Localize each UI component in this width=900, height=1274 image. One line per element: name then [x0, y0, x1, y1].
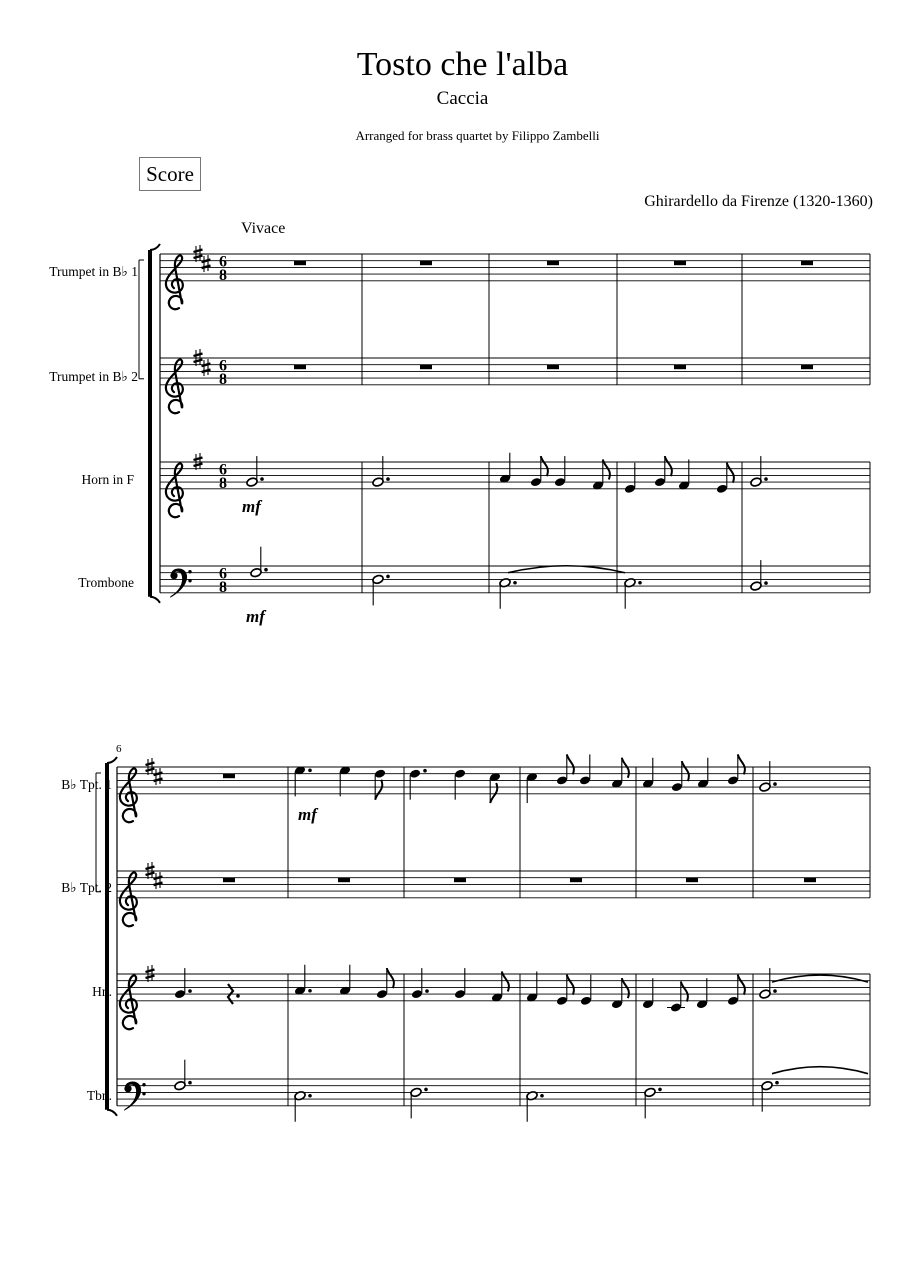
whole-rest — [570, 878, 582, 883]
tie — [508, 566, 625, 573]
instrument-short-trombone: Tbn. — [86, 1088, 112, 1103]
augmentation-dot — [308, 769, 312, 773]
whole-rest — [801, 365, 813, 370]
augmentation-dot — [540, 1094, 544, 1098]
whole-rest — [686, 878, 698, 883]
augmentation-dot — [658, 1088, 662, 1092]
augmentation-dot — [423, 769, 427, 773]
whole-rest — [338, 878, 350, 883]
whole-rest — [674, 261, 686, 266]
augmentation-dot — [424, 1088, 428, 1092]
augmentation-dot — [513, 581, 517, 585]
treble-clef — [120, 872, 137, 926]
augmentation-dot — [308, 989, 312, 993]
time-signature-denominator: 8 — [219, 474, 227, 492]
bracket-hook — [150, 597, 160, 603]
bracket-hook — [107, 1110, 117, 1116]
sharp-sign — [194, 349, 203, 366]
instrument-name-horn: Horn in F — [81, 472, 134, 487]
score-label-box: Score — [139, 157, 201, 191]
note-flag — [541, 456, 548, 476]
note-flag — [603, 459, 610, 479]
augmentation-dot — [775, 1081, 779, 1085]
note-flag — [727, 463, 734, 483]
whole-rest — [223, 774, 235, 779]
time-signature-numerator: 6 — [219, 461, 227, 479]
time-signature-numerator: 6 — [219, 565, 227, 583]
measure-number: 6 — [116, 743, 122, 755]
whole-rest — [294, 261, 306, 266]
note-flag — [490, 783, 497, 803]
treble-clef — [166, 255, 183, 309]
treble-clef — [166, 359, 183, 413]
sharp-sign — [146, 758, 155, 775]
augmentation-dot — [188, 1081, 192, 1085]
augmentation-dot — [773, 989, 777, 993]
sharp-sign — [202, 359, 211, 376]
augmentation-dot — [188, 989, 192, 993]
note-flag — [738, 975, 745, 995]
augmentation-dot — [386, 575, 390, 579]
augmentation-dot — [260, 477, 264, 481]
sharp-sign — [202, 255, 211, 272]
note-flag — [387, 968, 394, 988]
instrument-short-trumpet-1: B♭ Tpt. 1 — [61, 777, 112, 792]
whole-rest — [223, 878, 235, 883]
sharp-sign — [146, 862, 155, 879]
note-flag — [681, 982, 688, 1002]
tempo-marking: Vivace — [241, 220, 286, 237]
piece-title: Tosto che l'alba — [356, 46, 569, 83]
dynamic-mf-trombone: mf — [246, 607, 265, 626]
instrument-name-trumpet-2: Trumpet in B♭ 2 — [49, 369, 138, 384]
augmentation-dot — [638, 581, 642, 585]
augmentation-dot — [264, 568, 268, 572]
time-signature-denominator: 8 — [219, 578, 227, 596]
time-signature-denominator: 8 — [219, 370, 227, 388]
sharp-sign — [194, 453, 203, 470]
note-flag — [567, 975, 574, 995]
sharp-sign — [154, 768, 163, 785]
arranger-credit: Arranged for brass quartet by Filippo Zambelli — [355, 128, 600, 143]
augmentation-dot — [236, 994, 240, 998]
whole-rest — [454, 878, 466, 883]
note-flag — [567, 754, 574, 774]
tie — [772, 1067, 868, 1074]
composer-credit: Ghirardello da Firenze (1320-1360) — [644, 193, 873, 210]
whole-rest — [547, 261, 559, 266]
time-signature-numerator: 6 — [219, 357, 227, 375]
augmentation-dot — [386, 477, 390, 481]
whole-rest — [294, 365, 306, 370]
augmentation-dot — [425, 989, 429, 993]
note-flag — [665, 456, 672, 476]
instrument-name-trumpet-1: Trumpet in B♭ 1 — [49, 264, 138, 279]
treble-clef — [120, 768, 137, 822]
instrument-short-horn: Hn. — [92, 984, 112, 999]
sharp-sign — [154, 872, 163, 889]
dynamic-mf-trumpet1: mf — [298, 805, 317, 824]
whole-rest — [547, 365, 559, 370]
time-signature-numerator: 6 — [219, 253, 227, 271]
treble-clef — [166, 463, 183, 517]
whole-rest — [674, 365, 686, 370]
instrument-short-trumpet-2: B♭ Tpt. 2 — [61, 880, 112, 895]
whole-rest — [801, 261, 813, 266]
whole-rest — [804, 878, 816, 883]
sharp-sign — [146, 965, 155, 982]
bracket-hook — [150, 244, 160, 250]
augmentation-dot — [764, 581, 768, 585]
time-signature-denominator: 8 — [219, 266, 227, 284]
sharp-sign — [194, 245, 203, 262]
treble-clef — [120, 975, 137, 1029]
augmentation-dot — [773, 782, 777, 786]
note-flag — [375, 780, 382, 800]
instrument-name-trombone: Trombone — [78, 575, 134, 590]
whole-rest — [420, 261, 432, 266]
note-flag — [682, 761, 689, 781]
note-flag — [622, 758, 629, 778]
note-flag — [738, 754, 745, 774]
bracket-hook — [107, 757, 117, 763]
piece-subtitle: Caccia — [436, 88, 489, 109]
dynamic-mf-horn: mf — [242, 497, 261, 516]
augmentation-dot — [308, 1094, 312, 1098]
whole-rest — [420, 365, 432, 370]
augmentation-dot — [764, 477, 768, 481]
